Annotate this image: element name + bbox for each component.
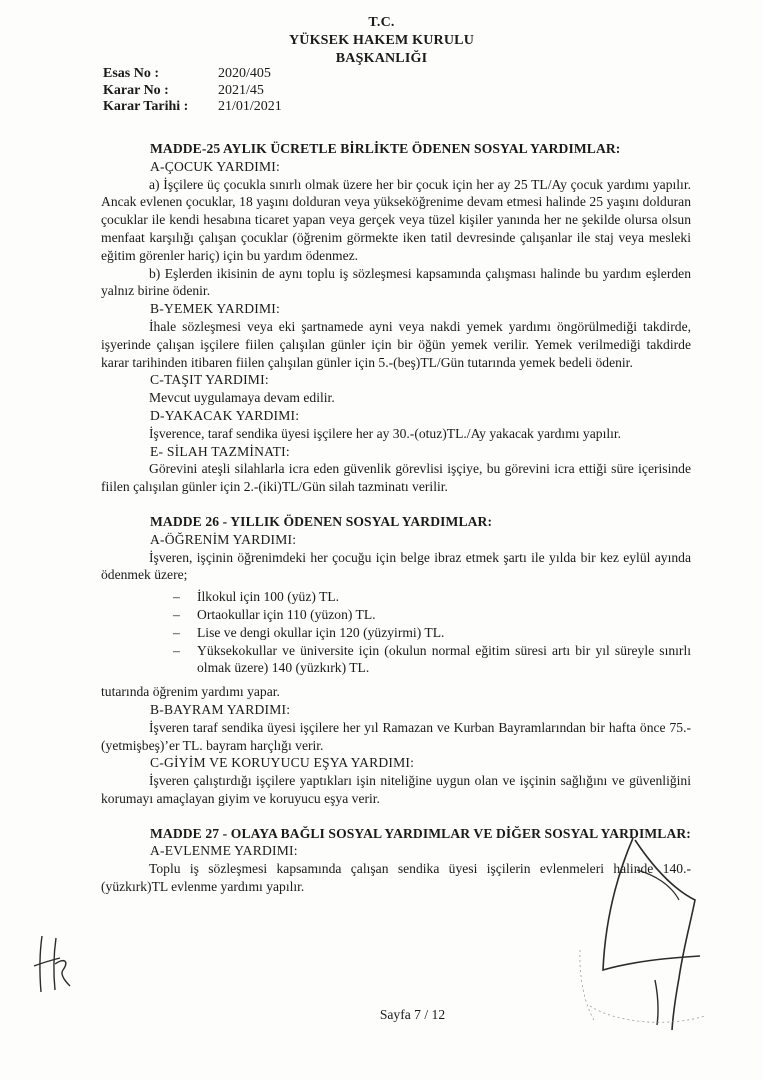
section-spacer: [101, 496, 691, 513]
section-spacer: [101, 808, 691, 825]
document-header: [0, 14, 763, 68]
article-27-a-paragraph: Toplu iş sözleşmesi kapsamında çalışan sendika üyesi işçilerin evlenmeleri halinde 140.-(yüzkırk)TL evlenme yardımı yapılır.: [101, 861, 691, 895]
page-footer: [0, 1007, 763, 1023]
case-metadata: [103, 66, 282, 116]
education-aid-list: [101, 588, 691, 677]
article-25-c-paragraph: Mevcut uygulamaya devam edilir.: [149, 390, 335, 406]
article-26-b-paragraph: İşveren taraf sendika üyesi işçilere her yıl Ramazan ve Kurban Bayramlarından bir hafta önce 75.-(yetmişbeş)’er TL. bayram harçlığı verir.: [101, 719, 691, 753]
article-25-c-heading: C-TAŞIT YARDIMI:: [150, 372, 269, 388]
header-presidency: BAŞKANLIĞI: [335, 51, 428, 66]
article-26-title: MADDE 26 - YILLIK ÖDENEN SOSYAL YARDIMLAR:: [150, 513, 493, 529]
page-number: Sayfa 7 / 12: [379, 1007, 446, 1022]
meta-value: 2021/45: [218, 82, 264, 98]
meta-value: 21/01/2021: [218, 99, 282, 114]
article-26-a-closing: tutarında öğrenim yardımı yapar.: [101, 684, 280, 700]
article-26-a-heading: A-ÖĞRENİM YARDIMI:: [150, 531, 297, 547]
article-25-b-heading: B-YEMEK YARDIMI:: [150, 301, 280, 317]
article-25-d-paragraph: İşverence, taraf sendika üyesi işçilere her ay 30.-(otuz)TL./Ay yakacak yardımı yapılır.: [149, 425, 622, 441]
article-27-a-heading: A-EVLENME YARDIMI:: [150, 843, 298, 859]
article-25-d-heading: D-YAKACAK YARDIMI:: [150, 407, 300, 423]
article-25-b-paragraph: İhale sözleşmesi veya eki şartnamede ayni veya nakdi yemek yardımı öngörülmediği takdirde, işyerinde çalışan işçilere fiilen çalışılan günler için bir öğün yemek verilir. Yemek verilmediği takdirde karar tarihinden itibaren fiilen çalışılan günler için 5.-(beş)TL/Gün tutarında yemek bedeli ödenir.: [101, 318, 691, 370]
meta-label: Karar Tarihi :: [103, 99, 189, 114]
article-27-title: MADDE 27 - OLAYA BAĞLI SOSYAL YARDIMLAR VE DİĞER SOSYAL YARDIMLAR:: [150, 825, 691, 841]
header-institution: YÜKSEK HAKEM KURULU: [288, 33, 475, 48]
article-25-a-paragraph-1: a) İşçilere üç çocukla sınırlı olmak üzere her bir çocuk için her ay 25 TL/Ay çocuk yardımı yapılır. Ancak evlenen çocuklar, 18 yaşını dolduran veya yükseköğrenime devam etmesi halinde 25 yaşını dolduran çocuklar ile kendi hesabına ticaret yapan veya gerçek veya tüzel kişiler yanında her ne şekilde olursa olsun menfaat karşılığı çalışan çocuklar (öğrenim görmekte iken tatil devresinde çalışanlar ile staj veya mesleki eğitim görenler hariç) için bu yardım ödenmez.: [101, 176, 691, 263]
list-item: – Lise ve dengi okullar için 120 (yüzyirmi) TL.: [173, 624, 691, 642]
document-body: [101, 140, 691, 896]
article-26-b-heading: B-BAYRAM YARDIMI:: [150, 701, 291, 717]
article-25-title: MADDE-25 AYLIK ÜCRETLE BİRLİKTE ÖDENEN SOSYAL YARDIMLAR:: [150, 141, 621, 156]
article-26-c-paragraph: İşveren çalıştırdığı işçilere yaptıkları işin niteliğine uygun olan ve işçinin sağlığını ve güvenliğini korumayı amaçlayan giyim ve koruyucu eşya verir.: [101, 773, 691, 806]
meta-value: 2020/405: [218, 66, 271, 81]
article-26-a-paragraph: İşveren, işçinin öğrenimdeki her çocuğu için belge ibraz etmek şartı ile yılda bir kez eylül ayında ödenmek üzere;: [101, 549, 691, 583]
meta-row-karar: [103, 83, 282, 100]
initials-signature-icon: [30, 930, 74, 1000]
article-25-e-paragraph: Görevini ateşli silahlarla icra eden güvenlik görevlisi işçiye, bu görevini icra ettiği süre içerisinde fiilen çalışılan günler için 2.-(iki)TL/Gün silah tazminatı verilir.: [101, 461, 691, 495]
list-item: – Ortaokullar için 110 (yüzon) TL.: [173, 606, 691, 624]
article-25-e-heading: E- SİLAH TAZMİNATI:: [150, 443, 290, 459]
meta-row-esas: [103, 66, 282, 83]
article-26-c-heading: C-GİYİM VE KORUYUCU EŞYA YARDIMI:: [150, 755, 415, 771]
header-tc: T.C.: [368, 15, 395, 30]
meta-row-tarih: [103, 99, 282, 116]
article-25-a-paragraph-2: b) Eşlerden ikisinin de aynı toplu iş sözleşmesi kapsamında çalışması halinde bu yardım eşlerden yalnız birine ödenir.: [101, 265, 691, 299]
article-25-a-heading: A-ÇOCUK YARDIMI:: [150, 158, 280, 174]
list-item: – Yüksekokullar ve üniversite için (okulun normal eğitim süresi artı bir yıl süreyle sınırlı olmak üzere) 140 (yüzkırk) TL.: [173, 642, 691, 678]
meta-label: Esas No :: [103, 66, 160, 81]
meta-label: Karar No :: [103, 82, 169, 98]
list-item: – İlkokul için 100 (yüz) TL.: [173, 588, 691, 606]
